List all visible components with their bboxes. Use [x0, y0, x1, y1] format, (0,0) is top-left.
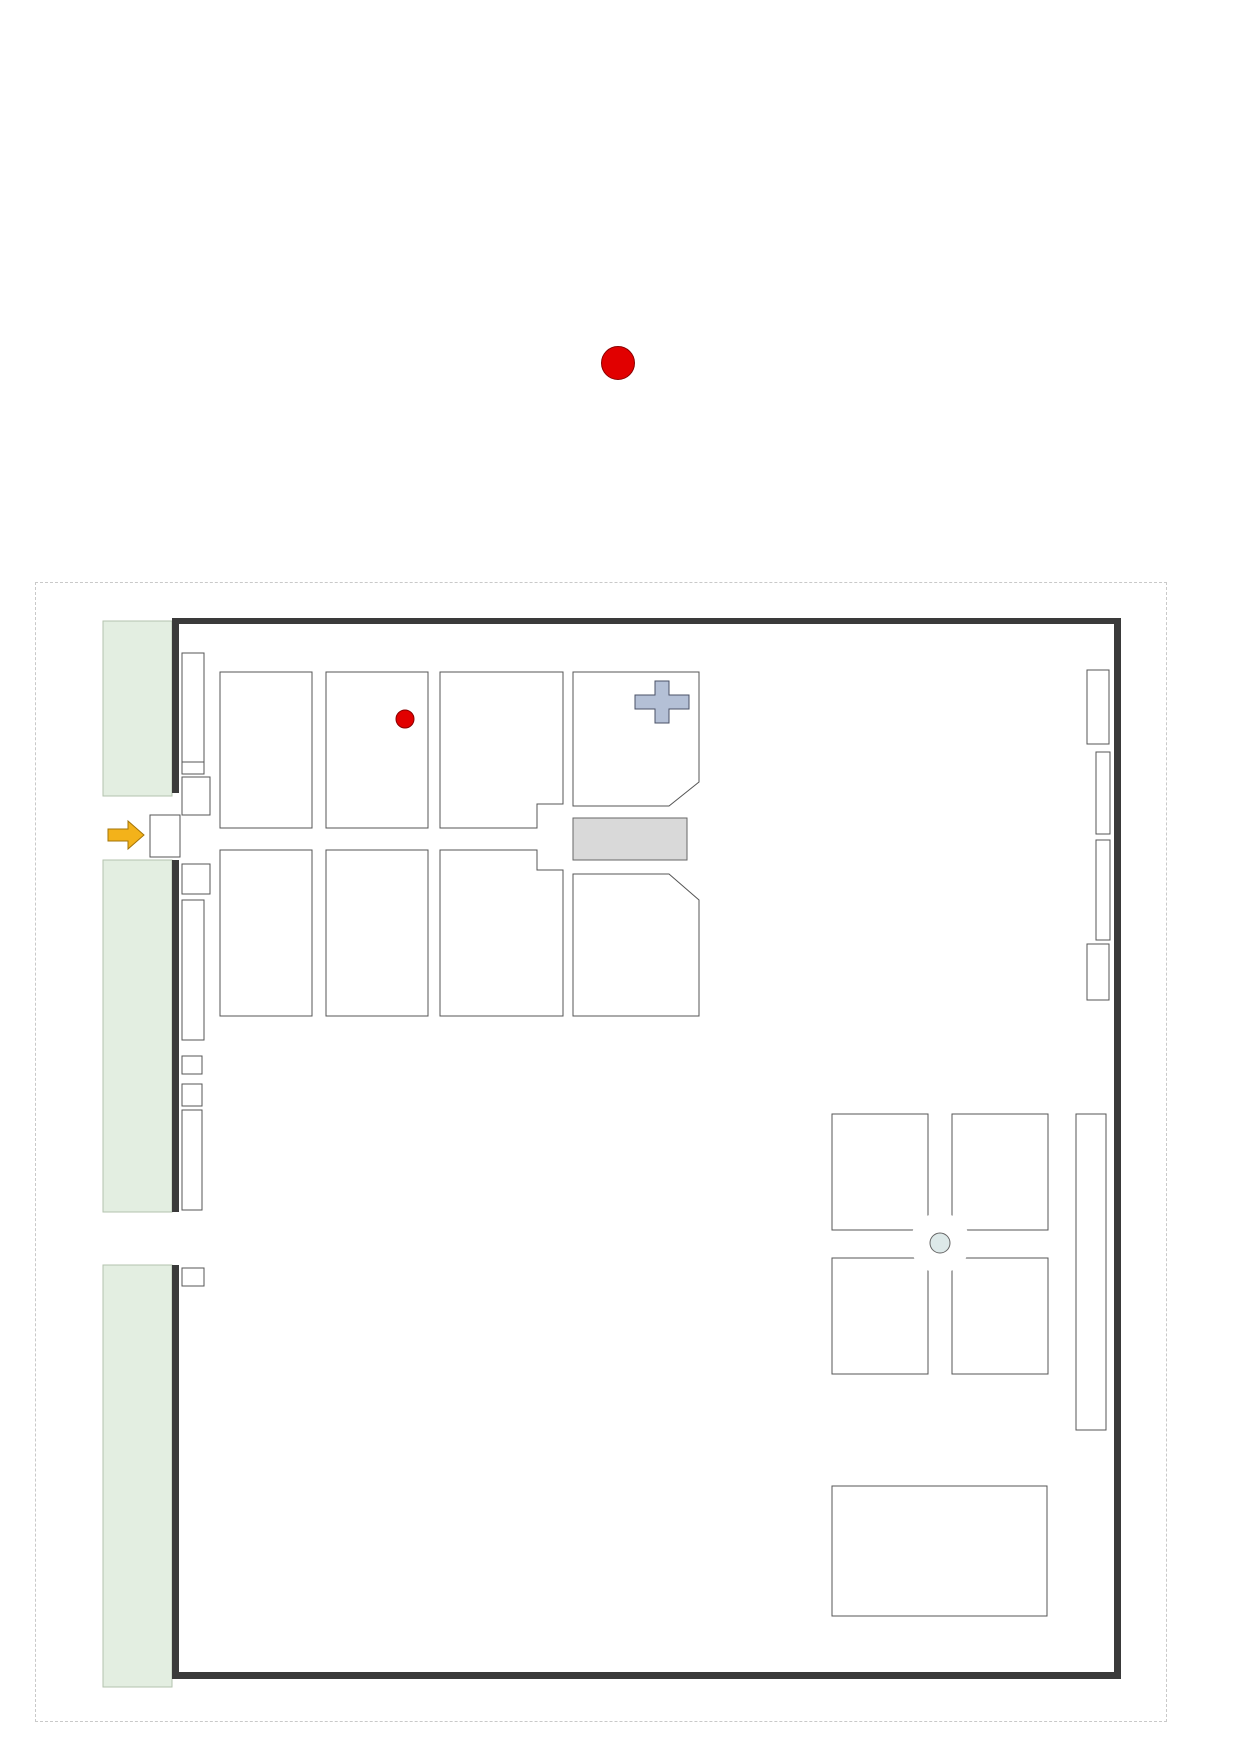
- west-cell-column-north: [182, 653, 204, 763]
- entrance-arrow-icon: [108, 821, 144, 849]
- camera-mortuaria-room: [182, 777, 210, 815]
- campo-5-area: [440, 850, 563, 1016]
- east-long-niche: [1076, 1114, 1106, 1430]
- campo-4-area: [573, 874, 699, 1016]
- green-strip-north: [103, 621, 172, 796]
- campo-3-area: [326, 672, 428, 828]
- chapel-area: [573, 818, 687, 860]
- east-cell-column: [1096, 752, 1110, 834]
- fountain-icon: [930, 1233, 950, 1253]
- campo-7-area: [220, 850, 312, 1016]
- wall-south: [172, 1672, 1120, 1679]
- wc-room: [182, 1084, 202, 1106]
- wall-north: [172, 618, 1120, 624]
- dep-room: [182, 1056, 202, 1074]
- mineralizzati-area-1: [832, 1114, 928, 1230]
- wall-west-middle: [172, 860, 179, 1212]
- mineralizzati-area-5: [832, 1486, 1047, 1616]
- mineralizzati-area-2: [952, 1114, 1048, 1230]
- green-strip-middle: [103, 860, 172, 1212]
- west-cell-column-middle: [182, 900, 204, 1040]
- campo-2-area: [440, 672, 563, 828]
- deposito-room: [182, 762, 204, 774]
- east-niche-2: [1096, 840, 1110, 940]
- east-niche-3: [1087, 944, 1109, 1000]
- burial-location-marker: [396, 710, 414, 728]
- giardino-area: [220, 672, 312, 828]
- wall-west-north: [172, 618, 179, 793]
- entrance-gate: [150, 815, 180, 857]
- wall-east: [1114, 618, 1121, 1679]
- campo-6-area: [326, 850, 428, 1016]
- mineralizzati-area-4: [952, 1258, 1048, 1374]
- east-niche-1: [1087, 670, 1109, 744]
- green-strip-south: [103, 1265, 172, 1687]
- obitorio-room: [182, 1110, 202, 1210]
- custode-room: [182, 864, 210, 894]
- wall-west-south: [172, 1265, 179, 1679]
- uff-room: [182, 1268, 204, 1286]
- mineralizzati-area-3: [832, 1258, 928, 1374]
- campo-1-area: [573, 672, 699, 806]
